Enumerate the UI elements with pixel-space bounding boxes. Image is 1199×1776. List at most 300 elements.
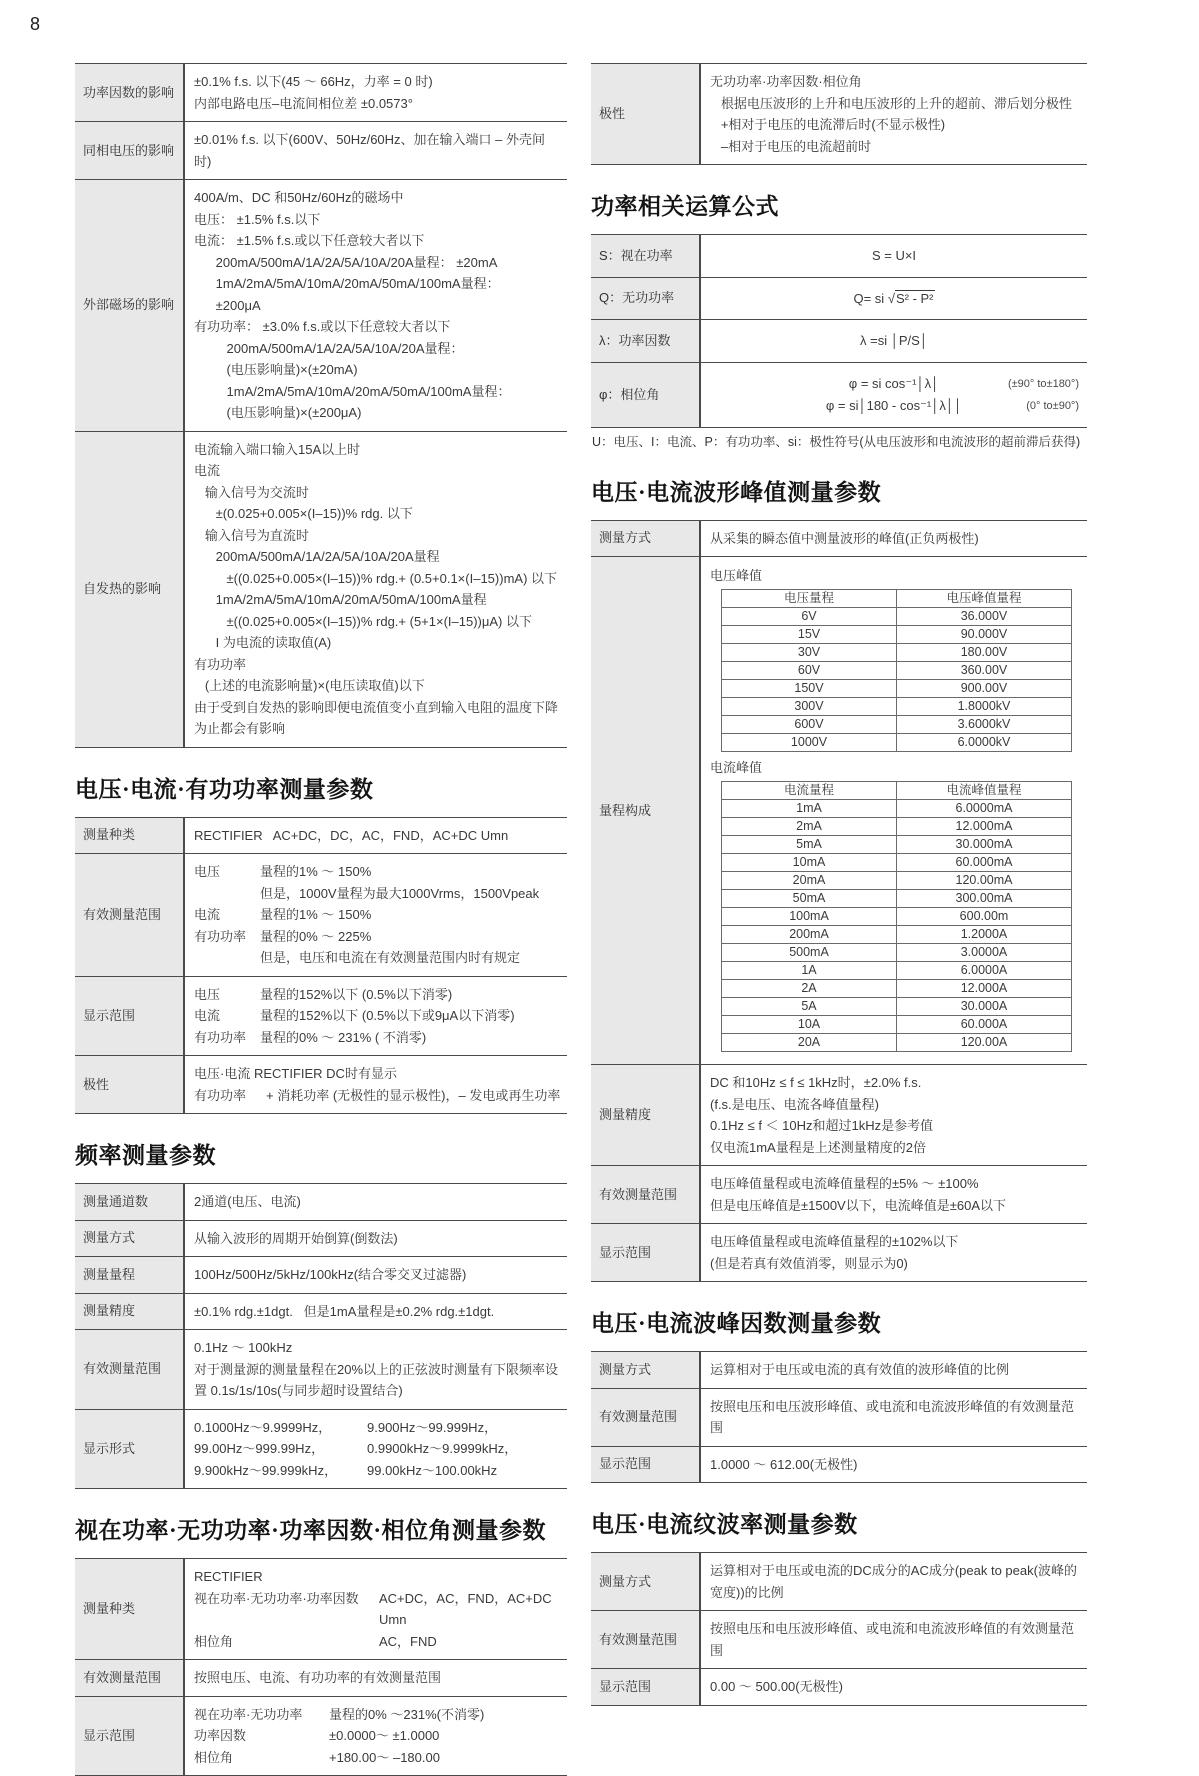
row-value — [184, 180, 567, 432]
table-row — [591, 1446, 1087, 1483]
range-row — [722, 998, 1072, 1016]
table-row — [591, 1166, 1087, 1224]
table-row — [591, 1065, 1087, 1166]
row-value — [700, 1611, 1087, 1669]
range-table — [721, 589, 1072, 752]
spec-table — [591, 520, 1087, 1283]
peak-range-cell: 3.6000kV — [897, 716, 1072, 734]
range-row — [722, 980, 1072, 998]
formula-line — [707, 395, 1081, 417]
spec-table — [591, 63, 1087, 165]
range-column-header: 电压量程 — [722, 590, 897, 608]
table-row — [75, 1257, 567, 1294]
text-line: 有功功率： ±3.0% f.s.或以下任意较大者以下 — [194, 319, 451, 334]
key-text: 电流 — [194, 907, 221, 922]
row-value — [184, 1660, 567, 1697]
range-cell: 5mA — [722, 836, 897, 854]
text-line: 1mA/2mA/5mA/10mA/20mA/50mA/100mA量程： — [194, 383, 511, 399]
table-row — [591, 520, 1087, 557]
table-row — [75, 431, 567, 747]
key-value-line — [194, 1460, 561, 1482]
row-value — [700, 64, 1087, 165]
text-line: 内部电路电压–电流间相位差 ±0.0573° — [194, 95, 413, 111]
table-row — [75, 1056, 567, 1114]
range-row — [722, 818, 1072, 836]
spec-table — [591, 1552, 1087, 1706]
table-row — [591, 1611, 1087, 1669]
table-row — [75, 1184, 567, 1221]
range-row — [722, 644, 1072, 662]
key-value-line — [194, 1005, 561, 1027]
row-value — [184, 64, 567, 122]
text-line: 按照电压和电压波形峰值、或电流和电流波形峰值的有效测量范围 — [710, 1398, 1075, 1435]
right-column — [591, 63, 1087, 1706]
value-text: 99.00kHz～100.00kHz — [367, 1462, 498, 1478]
key-text: 视在功率·无功功率 — [194, 1706, 303, 1722]
text-line: I 为电流的读取值(A) — [194, 635, 332, 650]
text-line: 0.1Hz ～ 100kHz — [194, 1340, 293, 1355]
key-text — [194, 883, 260, 905]
table-row — [591, 235, 1087, 278]
table-row — [591, 362, 1087, 427]
text-line: 由于受到自发热的影响即便电流值变小直到输入电阻的温度下降为止都会有影响 — [194, 699, 559, 736]
value-text: 0.9900kHz～9.9999kHz， — [367, 1441, 518, 1456]
row-value — [700, 1446, 1087, 1483]
key-text: 电压 — [194, 864, 221, 879]
row-value — [184, 1293, 567, 1330]
value-text: 量程的1% ～ 150% — [260, 864, 372, 879]
row-value — [700, 1553, 1087, 1611]
range-row — [722, 1016, 1072, 1034]
value-text: 但是，电压和电流在有效测量范围内时有规定 — [260, 950, 521, 965]
key-text: 视在功率·无功功率·功率因数 — [194, 1590, 359, 1606]
text-line: ±0.1% rdg.±1dgt. 但是1mA量程是±0.2% rdg.±1dgt. — [194, 1303, 495, 1319]
text-line: 从采集的瞬态值中测量波形的峰值(正负两极性) — [710, 530, 979, 546]
peak-range-cell: 120.00A — [897, 1034, 1072, 1052]
row-label: 显示范围 — [591, 1224, 700, 1282]
peak-range-cell: 180.00V — [897, 644, 1072, 662]
text-line: (f.s.是电压、电流各峰值量程) — [710, 1096, 879, 1112]
table-row — [75, 64, 567, 122]
range-cell: 15V — [722, 626, 897, 644]
text-line: 从输入波形的周期开始倒算(倒数法) — [194, 1230, 398, 1246]
range-row — [722, 662, 1072, 680]
text-line: ±((0.025+0.005×(I–15))% rdg.+ (5+1×(I–15))μA) 以下 — [194, 613, 532, 629]
range-row — [722, 890, 1072, 908]
row-label: λ：功率因数 — [591, 320, 700, 363]
key-value-line — [194, 1417, 561, 1439]
row-value — [184, 1330, 567, 1410]
text-line: DC 和10Hz ≤ f ≤ 1kHz时，±2.0% f.s. — [710, 1075, 922, 1090]
range-cell: 1mA — [722, 800, 897, 818]
text-line: 200mA/500mA/1A/2A/5A/10A/20A量程： — [194, 340, 464, 356]
spec-table-body — [591, 520, 1087, 1282]
row-value — [700, 1669, 1087, 1706]
value-text: 量程的152%以下 (0.5%以下或9μA以下消零) — [260, 1008, 515, 1023]
range-cell: 2A — [722, 980, 897, 998]
peak-range-cell: 900.00V — [897, 680, 1072, 698]
section-title: 功率相关运算公式 — [591, 194, 779, 219]
table-row — [75, 1559, 567, 1660]
text-line: 有功功率 — [194, 656, 247, 672]
key-value-line — [194, 861, 561, 883]
peak-range-cell: 6.0000A — [897, 962, 1072, 980]
text-line: RECTIFIER AC+DC，DC，AC，FND，AC+DC Umn — [194, 827, 509, 843]
text-line: 输入信号为直流时 — [194, 527, 309, 543]
range-cell: 1A — [722, 962, 897, 980]
text-line: 按照电压、电流、有功功率的有效测量范围 — [194, 1670, 442, 1685]
range-row — [722, 908, 1072, 926]
row-label: 同相电压的影响 — [75, 122, 184, 180]
range-row — [722, 926, 1072, 944]
spec-table-body — [591, 1553, 1087, 1706]
range-table-header-row — [722, 782, 1072, 800]
section-title: 视在功率·无功功率·功率因数·相位角测量参数 — [75, 1518, 547, 1543]
key-text: 99.00Hz～999.99Hz， — [194, 1441, 325, 1456]
table-row — [75, 1293, 567, 1330]
row-value — [184, 1220, 567, 1257]
key-text: 功率因数 — [194, 1728, 247, 1743]
row-value — [700, 1166, 1087, 1224]
text-line: 按照电压和电压波形峰值、或电流和电流波形峰值的有效测量范围 — [710, 1621, 1075, 1658]
range-cell: 6V — [722, 608, 897, 626]
key-text: 相位角 — [194, 1749, 234, 1765]
key-value-line — [194, 904, 561, 926]
text-line: 100Hz/500Hz/5kHz/100kHz(结合零交叉过滤器) — [194, 1267, 467, 1282]
range-cell: 2mA — [722, 818, 897, 836]
text-line: 电流： ±1.5% f.s.或以下任意较大者以下 — [194, 233, 425, 248]
table-row — [591, 1224, 1087, 1282]
key-text: 相位角 — [194, 1633, 234, 1649]
row-value — [184, 1559, 567, 1660]
section-title: 电压·电流·有功功率测量参数 — [75, 776, 374, 802]
table-row — [75, 1696, 567, 1776]
text-line: (电压影响量)×(±200μA) — [194, 405, 362, 420]
row-label: 外部磁场的影响 — [75, 180, 184, 432]
range-row — [722, 836, 1072, 854]
formula-line — [707, 288, 1081, 310]
table-row — [591, 277, 1087, 320]
table-row — [591, 64, 1087, 165]
range-row — [722, 626, 1072, 644]
formula-segment: S² - P² — [895, 290, 934, 306]
peak-range-cell: 6.0000kV — [897, 734, 1072, 752]
range-cell: 150V — [722, 680, 897, 698]
range-cell: 600V — [722, 716, 897, 734]
row-value — [184, 1696, 567, 1776]
range-cell: 500mA — [722, 944, 897, 962]
range-row — [722, 734, 1072, 752]
text-line: –相对于电压的电流超前时 — [710, 138, 872, 154]
table-row — [75, 122, 567, 180]
key-text: 0.1000Hz～9.9999Hz， — [194, 1419, 332, 1435]
range-table-header — [722, 782, 1072, 800]
range-column-header: 电压峰值量程 — [897, 590, 1072, 608]
row-value — [700, 320, 1087, 363]
text-line: ±((0.025+0.005×(I–15))% rdg.+ (0.5+0.1×(I–15))mA) 以下 — [194, 570, 558, 586]
row-label: 测量方式 — [591, 1553, 700, 1611]
key-value-line — [194, 1438, 561, 1460]
value-text: ±0.0000～ ±1.0000 — [329, 1728, 440, 1743]
row-label: 显示范围 — [591, 1446, 700, 1483]
row-label: 自发热的影响 — [75, 431, 184, 747]
section-title: 电压·电流纹波率测量参数 — [591, 1512, 858, 1537]
text-line: 仅电流1mA量程是上述测量精度的2倍 — [710, 1139, 926, 1155]
row-value — [184, 1257, 567, 1294]
key-value-line — [194, 984, 561, 1006]
range-row — [722, 698, 1072, 716]
peak-range-cell: 300.00mA — [897, 890, 1072, 908]
spec-table-body — [75, 64, 567, 748]
text-line: 运算相对于电压或电流的DC成分的AC成分(peak to peak(波峰的宽度))的比例 — [710, 1563, 1077, 1600]
table-row — [591, 1669, 1087, 1706]
row-label: 量程构成 — [591, 557, 700, 1065]
text-line: (但是若真有效值消零，则显示为0) — [710, 1255, 908, 1271]
key-value-line — [194, 1704, 561, 1726]
table-row — [75, 1330, 567, 1410]
range-cell: 50mA — [722, 890, 897, 908]
key-value-line — [194, 1747, 561, 1769]
text-line: (上述的电流影响量)×(电压读取值)以下 — [194, 678, 425, 693]
text-line: 电压·电流 RECTIFIER DC时有显示 — [194, 1066, 397, 1081]
range-cell: 30V — [722, 644, 897, 662]
row-value — [700, 1224, 1087, 1282]
peak-range-cell: 60.000A — [897, 1016, 1072, 1034]
text-line: 但是电压峰值是±1500V以下，电流峰值是±60A以下 — [710, 1197, 1006, 1213]
key-text: 电流 — [194, 1008, 221, 1023]
formula-text: φ = si│180 - cos⁻¹│λ││ — [825, 397, 963, 413]
row-label: 测量方式 — [75, 1220, 184, 1257]
text-line: ±0.1% f.s. 以下(45 ～ 66Hz，力率 = 0 时) — [194, 74, 433, 89]
value-text: 量程的0% ～ 231% ( 不消零) — [260, 1029, 427, 1045]
row-value — [184, 431, 567, 747]
key-value-line — [194, 1725, 561, 1747]
text-line: 根据电压波形的上升和电压波形的上升的超前、滞后划分极性 — [710, 95, 1072, 111]
key-value-line — [194, 926, 561, 948]
row-label: 测量精度 — [591, 1065, 700, 1166]
row-value — [184, 1184, 567, 1221]
row-label: 有效测量范围 — [591, 1166, 700, 1224]
text-line: 1.0000 ～ 612.00(无极性) — [710, 1456, 858, 1472]
spec-table-body — [591, 64, 1087, 165]
range-cell: 5A — [722, 998, 897, 1016]
range-cell: 60V — [722, 662, 897, 680]
text-line: 1mA/2mA/5mA/10mA/20mA/50mA/100mA量程： — [194, 276, 500, 291]
value-text: +180.00～ –180.00 — [329, 1749, 440, 1765]
value-text: 量程的0% ～231%(不消零) — [329, 1706, 485, 1722]
text-line: 电压峰值量程或电流峰值量程的±102%以下 — [710, 1234, 959, 1249]
text-line: 0.1Hz ≤ f ＜ 10Hz和超过1kHz是参考值 — [710, 1118, 934, 1133]
text-line: 电流输入端口输入15A以上时 — [194, 441, 361, 457]
spec-table — [591, 1351, 1087, 1483]
row-label: 极性 — [591, 64, 700, 165]
row-label: 测量精度 — [75, 1293, 184, 1330]
range-row — [722, 962, 1072, 980]
range-column-header: 电流量程 — [722, 782, 897, 800]
peak-range-cell: 3.0000A — [897, 944, 1072, 962]
value-text: 9.900Hz～99.999Hz， — [367, 1419, 498, 1435]
peak-range-cell: 30.000A — [897, 998, 1072, 1016]
left-column — [75, 63, 567, 1776]
spec-table-body — [591, 1352, 1087, 1483]
formula-text: φ = si cos⁻¹│λ│ — [848, 375, 940, 391]
row-label: 测量方式 — [591, 520, 700, 557]
range-table-body — [722, 800, 1072, 1052]
range-row — [722, 1034, 1072, 1052]
spec-table-body — [75, 1184, 567, 1489]
row-value — [184, 976, 567, 1056]
text-line: 200mA/500mA/1A/2A/5A/10A/20A量程： ±20mA — [194, 254, 498, 270]
row-value — [700, 277, 1087, 320]
text-line: ±200μA — [194, 297, 261, 313]
spec-table — [75, 1183, 567, 1489]
key-value-line — [194, 883, 561, 905]
peak-range-cell: 1.2000A — [897, 926, 1072, 944]
range-cell: 300V — [722, 698, 897, 716]
range-table-body — [722, 608, 1072, 752]
row-value — [700, 520, 1087, 557]
key-text: 有功功率 — [194, 928, 247, 944]
key-text: 电压 — [194, 986, 221, 1002]
text-line: (电压影响量)×(±20mA) — [194, 362, 358, 377]
range-row — [722, 680, 1072, 698]
value-text: 量程的152%以下 (0.5%以下消零) — [260, 986, 453, 1002]
table-row — [75, 180, 567, 432]
row-label: 显示形式 — [75, 1409, 184, 1489]
row-value — [700, 1388, 1087, 1446]
spec-table-body — [75, 817, 567, 1114]
key-value-line — [194, 947, 561, 969]
table-row — [75, 1220, 567, 1257]
row-value — [184, 817, 567, 854]
row-value — [700, 1352, 1087, 1389]
table-row — [75, 817, 567, 854]
spec-table — [75, 63, 567, 748]
row-label: 显示范围 — [75, 976, 184, 1056]
range-cell: 100mA — [722, 908, 897, 926]
range-row — [722, 608, 1072, 626]
text-line: 对于测量源的测量量程在20%以上的正弦波时测量有下限频率设置 0.1s/1s/10s(与同步超时设置结合) — [194, 1361, 559, 1398]
peak-range-cell: 120.00mA — [897, 872, 1072, 890]
text-line: 2通道(电压、电流) — [194, 1194, 301, 1209]
peak-range-cell: 30.000mA — [897, 836, 1072, 854]
value-text: AC+DC，AC，FND，AC+DC Umn — [379, 1590, 556, 1627]
range-cell: 20A — [722, 1034, 897, 1052]
value-text: 量程的0% ～ 225% — [260, 928, 372, 944]
row-label: 显示范围 — [75, 1696, 184, 1776]
key-text: 有功功率 — [194, 1029, 247, 1045]
key-value-line — [194, 1588, 561, 1631]
row-value — [184, 854, 567, 977]
table-row — [591, 1352, 1087, 1389]
row-value — [700, 557, 1087, 1065]
row-value — [184, 122, 567, 180]
text-line: 0.00 ～ 500.00(无极性) — [710, 1679, 843, 1694]
row-value — [700, 235, 1087, 278]
peak-range-cell: 1.8000kV — [897, 698, 1072, 716]
row-label: 测量量程 — [75, 1257, 184, 1294]
range-cell: 1000V — [722, 734, 897, 752]
range-row — [722, 800, 1072, 818]
range-table — [721, 781, 1072, 1052]
range-cell: 200mA — [722, 926, 897, 944]
peak-range-cell: 6.0000mA — [897, 800, 1072, 818]
spec-table — [591, 234, 1087, 428]
table-row — [591, 557, 1087, 1065]
text-line: S = U×I — [871, 248, 917, 263]
peak-range-cell: 90.000V — [897, 626, 1072, 644]
formula-segment: √ — [887, 290, 895, 306]
table-row — [591, 320, 1087, 363]
section-title: 频率测量参数 — [75, 1143, 216, 1168]
peak-range-cell: 600.00m — [897, 908, 1072, 926]
text-line: 无功功率·功率因数·相位角 — [710, 74, 862, 89]
row-label: 极性 — [75, 1056, 184, 1114]
table-row — [591, 1388, 1087, 1446]
row-label: 有效测量范围 — [591, 1611, 700, 1669]
text-line: λ =si │P/S│ — [860, 333, 928, 348]
peak-range-cell: 36.000V — [897, 608, 1072, 626]
text-line: 电流 — [194, 463, 221, 478]
page-number: 8 — [30, 14, 41, 34]
formula-range-note: (0° to±90°) — [1026, 399, 1079, 412]
range-cell: 10mA — [722, 854, 897, 872]
peak-range-cell: 12.000mA — [897, 818, 1072, 836]
section-title: 电压·电流波形峰值测量参数 — [591, 479, 882, 505]
row-label: 有效测量范围 — [75, 1330, 184, 1410]
row-label: 有效测量范围 — [591, 1388, 700, 1446]
spec-table — [75, 817, 567, 1115]
row-value — [700, 362, 1087, 427]
range-table-header-row — [722, 590, 1072, 608]
spec-table — [75, 1558, 567, 1776]
row-label: Q：无功功率 — [591, 277, 700, 320]
peak-range-cell: 360.00V — [897, 662, 1072, 680]
key-text: 有功功率 — [194, 1087, 247, 1103]
range-row — [722, 872, 1072, 890]
key-text: 9.900kHz～99.999kHz， — [194, 1462, 338, 1478]
value-text: + 消耗功率 (无极性的显示极性)，– 发电或再生功率 — [266, 1087, 561, 1103]
spec-table-body — [591, 235, 1087, 428]
range-table-header — [722, 590, 1072, 608]
row-value — [700, 1065, 1087, 1166]
row-label: 测量种类 — [75, 1559, 184, 1660]
spec-table-body — [75, 1559, 567, 1776]
section-title: 电压·电流波峰因数测量参数 — [591, 1311, 882, 1336]
range-row — [722, 944, 1072, 962]
range-cell: 20mA — [722, 872, 897, 890]
formula-line — [707, 373, 1081, 395]
text-line: 400A/m、DC 和50Hz/60Hz的磁场中 — [194, 190, 404, 205]
row-label: φ：相位角 — [591, 362, 700, 427]
text-line: 1mA/2mA/5mA/10mA/20mA/50mA/100mA量程 — [194, 592, 487, 607]
value-text: AC，FND — [379, 1633, 437, 1649]
row-label: 功率因数的影响 — [75, 64, 184, 122]
text-line: 200mA/500mA/1A/2A/5A/10A/20A量程 — [194, 549, 440, 564]
range-row — [722, 716, 1072, 734]
text-line: ±0.01% f.s. 以下(600V、50Hz/60Hz、加在输入端口 – 外壳间时) — [194, 132, 546, 169]
row-value — [184, 1056, 567, 1114]
range-column-header: 电流峰值量程 — [897, 782, 1072, 800]
row-label: 测量种类 — [75, 817, 184, 854]
row-label: S：视在功率 — [591, 235, 700, 278]
row-label: 显示范围 — [591, 1669, 700, 1706]
row-label: 有效测量范围 — [75, 1660, 184, 1697]
range-cell: 10A — [722, 1016, 897, 1034]
row-label: 测量通道数 — [75, 1184, 184, 1221]
text-line: RECTIFIER — [194, 1569, 263, 1584]
value-text: 但是，1000V量程为最大1000Vrms，1500Vpeak — [260, 885, 540, 901]
